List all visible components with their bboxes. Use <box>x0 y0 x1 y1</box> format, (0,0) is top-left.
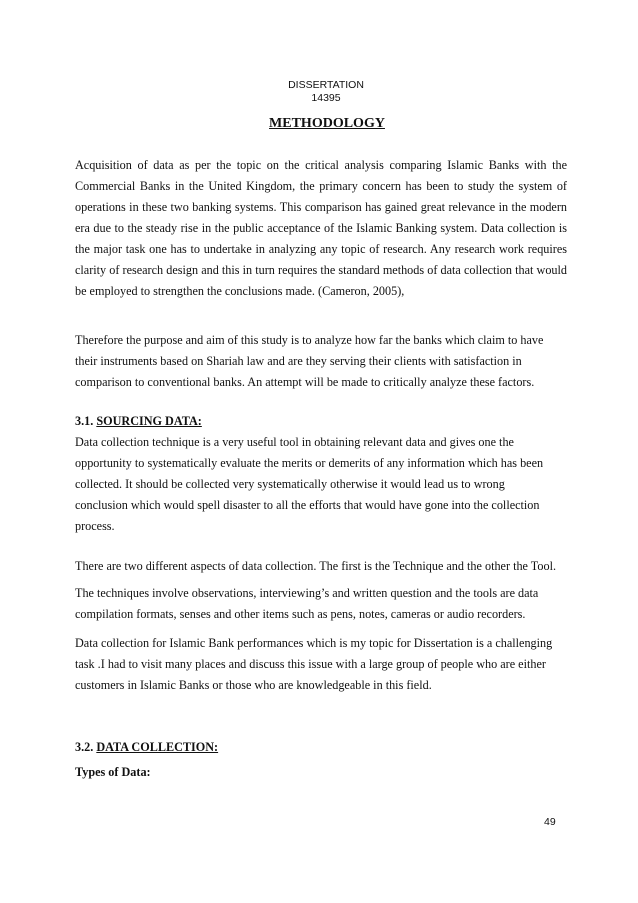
header-label: DISSERTATION <box>288 79 364 91</box>
paragraph-intro: Acquisition of data as per the topic on the critical analysis comparing Islamic Banks with the Commercial Banks in the United Kingdom, the primary concern has been to study the system of operations in these two banking systems. This comparison has gained great relevance in the modern era due to the steady rise in the public acceptance of the Islamic Banking system. Data collection is the major task one has to undertake in analyzing any topic of research. Any research work requires clarity of research design and this in turn requires the standard methods of data collection that would be employed to strengthen the conclusions made. (Cameron, 2005), <box>75 158 567 298</box>
section-title: SOURCING DATA: <box>96 414 202 428</box>
section-heading-sourcing <box>75 411 202 432</box>
section-heading-collection <box>75 737 218 758</box>
section-number: 3.1. <box>75 414 94 428</box>
subheading-text: Types of Data: <box>75 765 151 779</box>
paragraph-3-block <box>75 432 555 537</box>
document-header <box>0 79 638 105</box>
paragraph-challenge: Data collection for Islamic Bank performances which is my topic for Dissertation is a challenging task .I had to visit many places and discuss this issue with a large group of people who are either customers in Islamic Banks or those who are knowledgeable in this field. <box>75 636 553 692</box>
section-number: 3.2. <box>75 740 94 754</box>
page-number: 49 <box>544 816 556 828</box>
paragraph-tools: The techniques involve observations, interviewing’s and written question and the tools are data compilation formats, senses and other items such as pens, notes, cameras or audio recorders. <box>75 586 539 621</box>
section-title: DATA COLLECTION: <box>96 740 219 754</box>
paragraph-1-block <box>75 155 567 302</box>
page-title: METHODOLOGY <box>269 116 385 131</box>
header-number: 14395 <box>311 92 341 104</box>
paragraph-4-block <box>75 556 575 577</box>
paragraph-2-block <box>75 330 566 393</box>
paragraph-5-block <box>75 583 566 625</box>
paragraph-technique: Data collection technique is a very useful tool in obtaining relevant data and gives one the opportunity to systematically evaluate the merits or demerits of any information which has been collected. It should be collected very systematically otherwise it would lead us to wrong conclusion which would spell disaster to all the efforts that would have gone into the collection process. <box>75 435 544 533</box>
paragraph-purpose: Therefore the purpose and aim of this study is to analyze how far the banks which claim to have their instruments based on Shariah law and are they serving their clients with satisfaction in comparison to conventional banks. An attempt will be made to critically analyze these factors. <box>75 333 544 389</box>
paragraph-aspects: There are two different aspects of data collection. The first is the Technique and the other the Tool. <box>75 559 556 573</box>
subheading-types <box>75 762 151 783</box>
paragraph-6-block <box>75 633 566 696</box>
